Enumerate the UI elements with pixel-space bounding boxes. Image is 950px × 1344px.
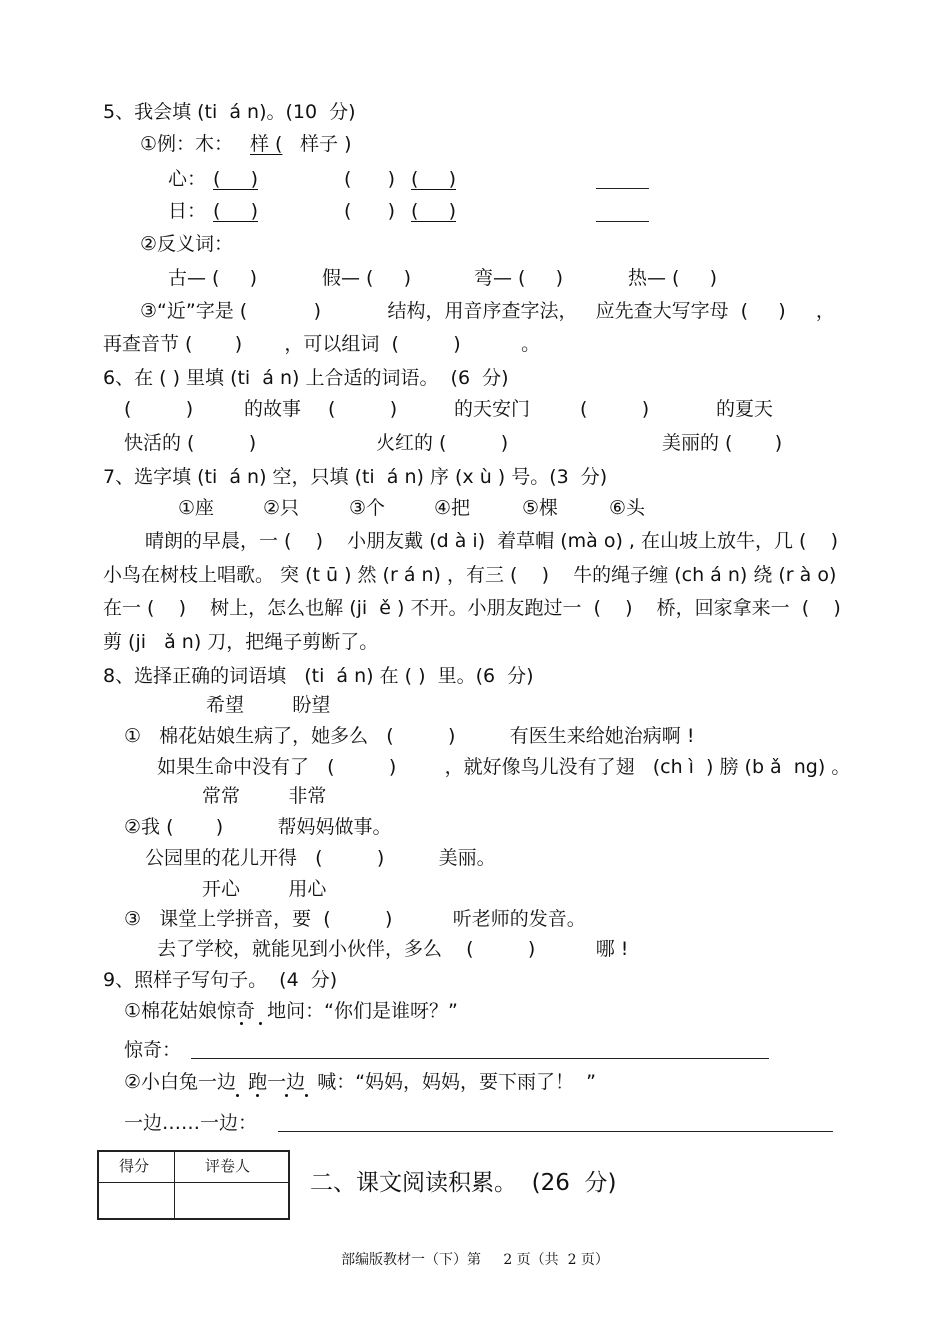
q6-phrase-4: 快活的 ( ): [124, 432, 257, 454]
q5-antonym-4: 热— ( ): [628, 267, 718, 289]
q6-phrase-3: 的夏天: [716, 398, 774, 420]
q6-blank-2[interactable]: ( ): [328, 398, 398, 420]
q8-title: 8、选择正确的词语填 (ti á n) 在 ( ) 里。(6 分): [103, 665, 534, 687]
q7-passage-3: 在一 ( ) 树上，怎么也解 (ji ě ) 不开。小朋友跑过一 ( ) 桥，回家拿来一 ( ): [103, 597, 841, 619]
q5-example-suffix: 样子 ): [294, 133, 352, 155]
q6-blank-1[interactable]: ( ): [124, 398, 194, 420]
table-divider: [99, 1182, 288, 1183]
emphasis-dot: [285, 1094, 288, 1097]
q9-example-2: ②小白兔一边 跑一边 喊：“妈妈，妈妈，要下雨了！ ”: [124, 1071, 596, 1093]
emphasis-dot: [256, 1094, 259, 1097]
q5-ri-line[interactable]: [596, 221, 649, 222]
q5-ri-blank-2[interactable]: ( ): [344, 200, 396, 222]
q7-option-3: ③个: [349, 497, 386, 519]
q9-label-1: 惊奇：: [124, 1039, 182, 1061]
q6-blank-3[interactable]: ( ): [580, 398, 650, 420]
q5-xin-label: 心：: [168, 168, 207, 190]
q5-example-prefix: ①例：木：: [140, 133, 234, 155]
q5-ri-blank-1[interactable]: ( ): [213, 200, 259, 222]
q5-title: 5、我会填 (ti á n)。(10 分): [103, 101, 356, 123]
emphasis-dot: [240, 1022, 243, 1025]
q8-word-pair-2: 常常 非常: [202, 785, 327, 807]
score-header: 得分: [119, 1157, 150, 1175]
q9-title: 9、照样子写句子。 (4 分): [103, 969, 338, 991]
q5-antonym-2: 假— ( ): [322, 267, 412, 289]
q7-option-4: ④把: [434, 497, 471, 519]
q5-part3-line2: 再查音节 ( ) ，可以组词 ( ) 。: [103, 333, 541, 355]
emphasis-dot: [259, 1022, 262, 1025]
q5-ri-label: 日：: [168, 200, 207, 222]
q8-sentence-1a: ① 棉花姑娘生病了，她多么 ( ) 有医生来给她治病啊 !: [124, 725, 695, 747]
q5-ri-blank-3[interactable]: ( ): [411, 200, 457, 222]
q7-option-1: ①座: [178, 497, 215, 519]
q7-title: 7、选字填 (ti á n) 空，只填 (ti á n) 序 (x ù ) 号。(3 分): [103, 466, 608, 488]
q8-word-pair-1: 希望 盼望: [206, 694, 331, 716]
q7-passage-4: 剪 (ji ǎ n) 刀，把绳子剪断了。: [103, 631, 379, 653]
section-2-title: 二、课文阅读积累。 (26 分): [310, 1170, 617, 1196]
score-table: [97, 1150, 290, 1220]
q8-sentence-3b: 去了学校，就能见到小伙伴，多么 ( ) 哪 !: [157, 938, 629, 960]
q9-example-1: ①棉花姑娘惊奇 地问：“你们是谁呀？”: [124, 1000, 458, 1022]
table-divider: [174, 1152, 175, 1218]
q6-phrase-1: 的故事: [244, 398, 302, 420]
q9-answer-line-2[interactable]: [278, 1131, 833, 1132]
q5-antonym-3: 弯— ( ): [474, 267, 564, 289]
emphasis-dot: [305, 1094, 308, 1097]
q9-answer-line-1[interactable]: [191, 1058, 769, 1059]
q5-part2: ②反义词：: [140, 233, 234, 255]
q7-option-5: ⑤棵: [522, 497, 559, 519]
q8-sentence-2a: ②我 ( ) 帮妈妈做事。: [124, 816, 392, 838]
q6-phrase-2: 的天安门: [454, 398, 531, 420]
q5-xin-line[interactable]: [596, 188, 649, 189]
grader-header: 评卷人: [205, 1157, 251, 1175]
q8-sentence-3a: ③ 课堂上学拼音，要 ( ) 听老师的发音。: [124, 908, 586, 930]
q8-sentence-1b: 如果生命中没有了 ( ) ，就好像鸟儿没有了翅 (ch ì ) 膀 (b ǎ ng) 。: [157, 756, 851, 778]
q8-word-pair-3: 开心 用心: [202, 878, 327, 900]
q7-passage-1: 晴朗的早晨，一 ( ) 小朋友戴 (d à i) 着草帽 (mà o) , 在山坡上放牛，几 ( ): [145, 530, 839, 552]
q5-antonym-1: 古— ( ): [168, 267, 258, 289]
q5-xin-blank-2[interactable]: ( ): [344, 168, 396, 190]
q9-label-2: 一边……一边：: [124, 1112, 258, 1134]
q8-sentence-2b: 公园里的花儿开得 ( ) 美丽。: [145, 847, 496, 869]
q5-example-answer: 样 (: [250, 133, 283, 155]
q6-phrase-6: 美丽的 ( ): [662, 432, 783, 454]
q5-xin-blank-3[interactable]: ( ): [411, 168, 457, 190]
q5-part3-line1: ③“近”字是 ( ) 结构，用音序查字法， 应先查大写字母 ( ) ，: [140, 300, 835, 322]
q7-passage-2: 小鸟在树枝上唱歌。 突 (t ū ) 然 (r á n) ，有三 ( ) 牛的绳子缠 (ch á n) 绕 (r à o): [103, 564, 837, 586]
q6-phrase-5: 火红的 ( ): [376, 432, 509, 454]
q7-option-6: ⑥头: [609, 497, 646, 519]
q7-option-2: ②只: [263, 497, 300, 519]
page-footer: 部编版教材一（下）第 2 页（共 2 页）: [341, 1252, 609, 1268]
q5-xin-blank-1[interactable]: ( ): [213, 168, 259, 190]
emphasis-dot: [236, 1094, 239, 1097]
q6-title: 6、在 ( ) 里填 (ti á n) 上合适的词语。 (6 分): [103, 367, 509, 389]
